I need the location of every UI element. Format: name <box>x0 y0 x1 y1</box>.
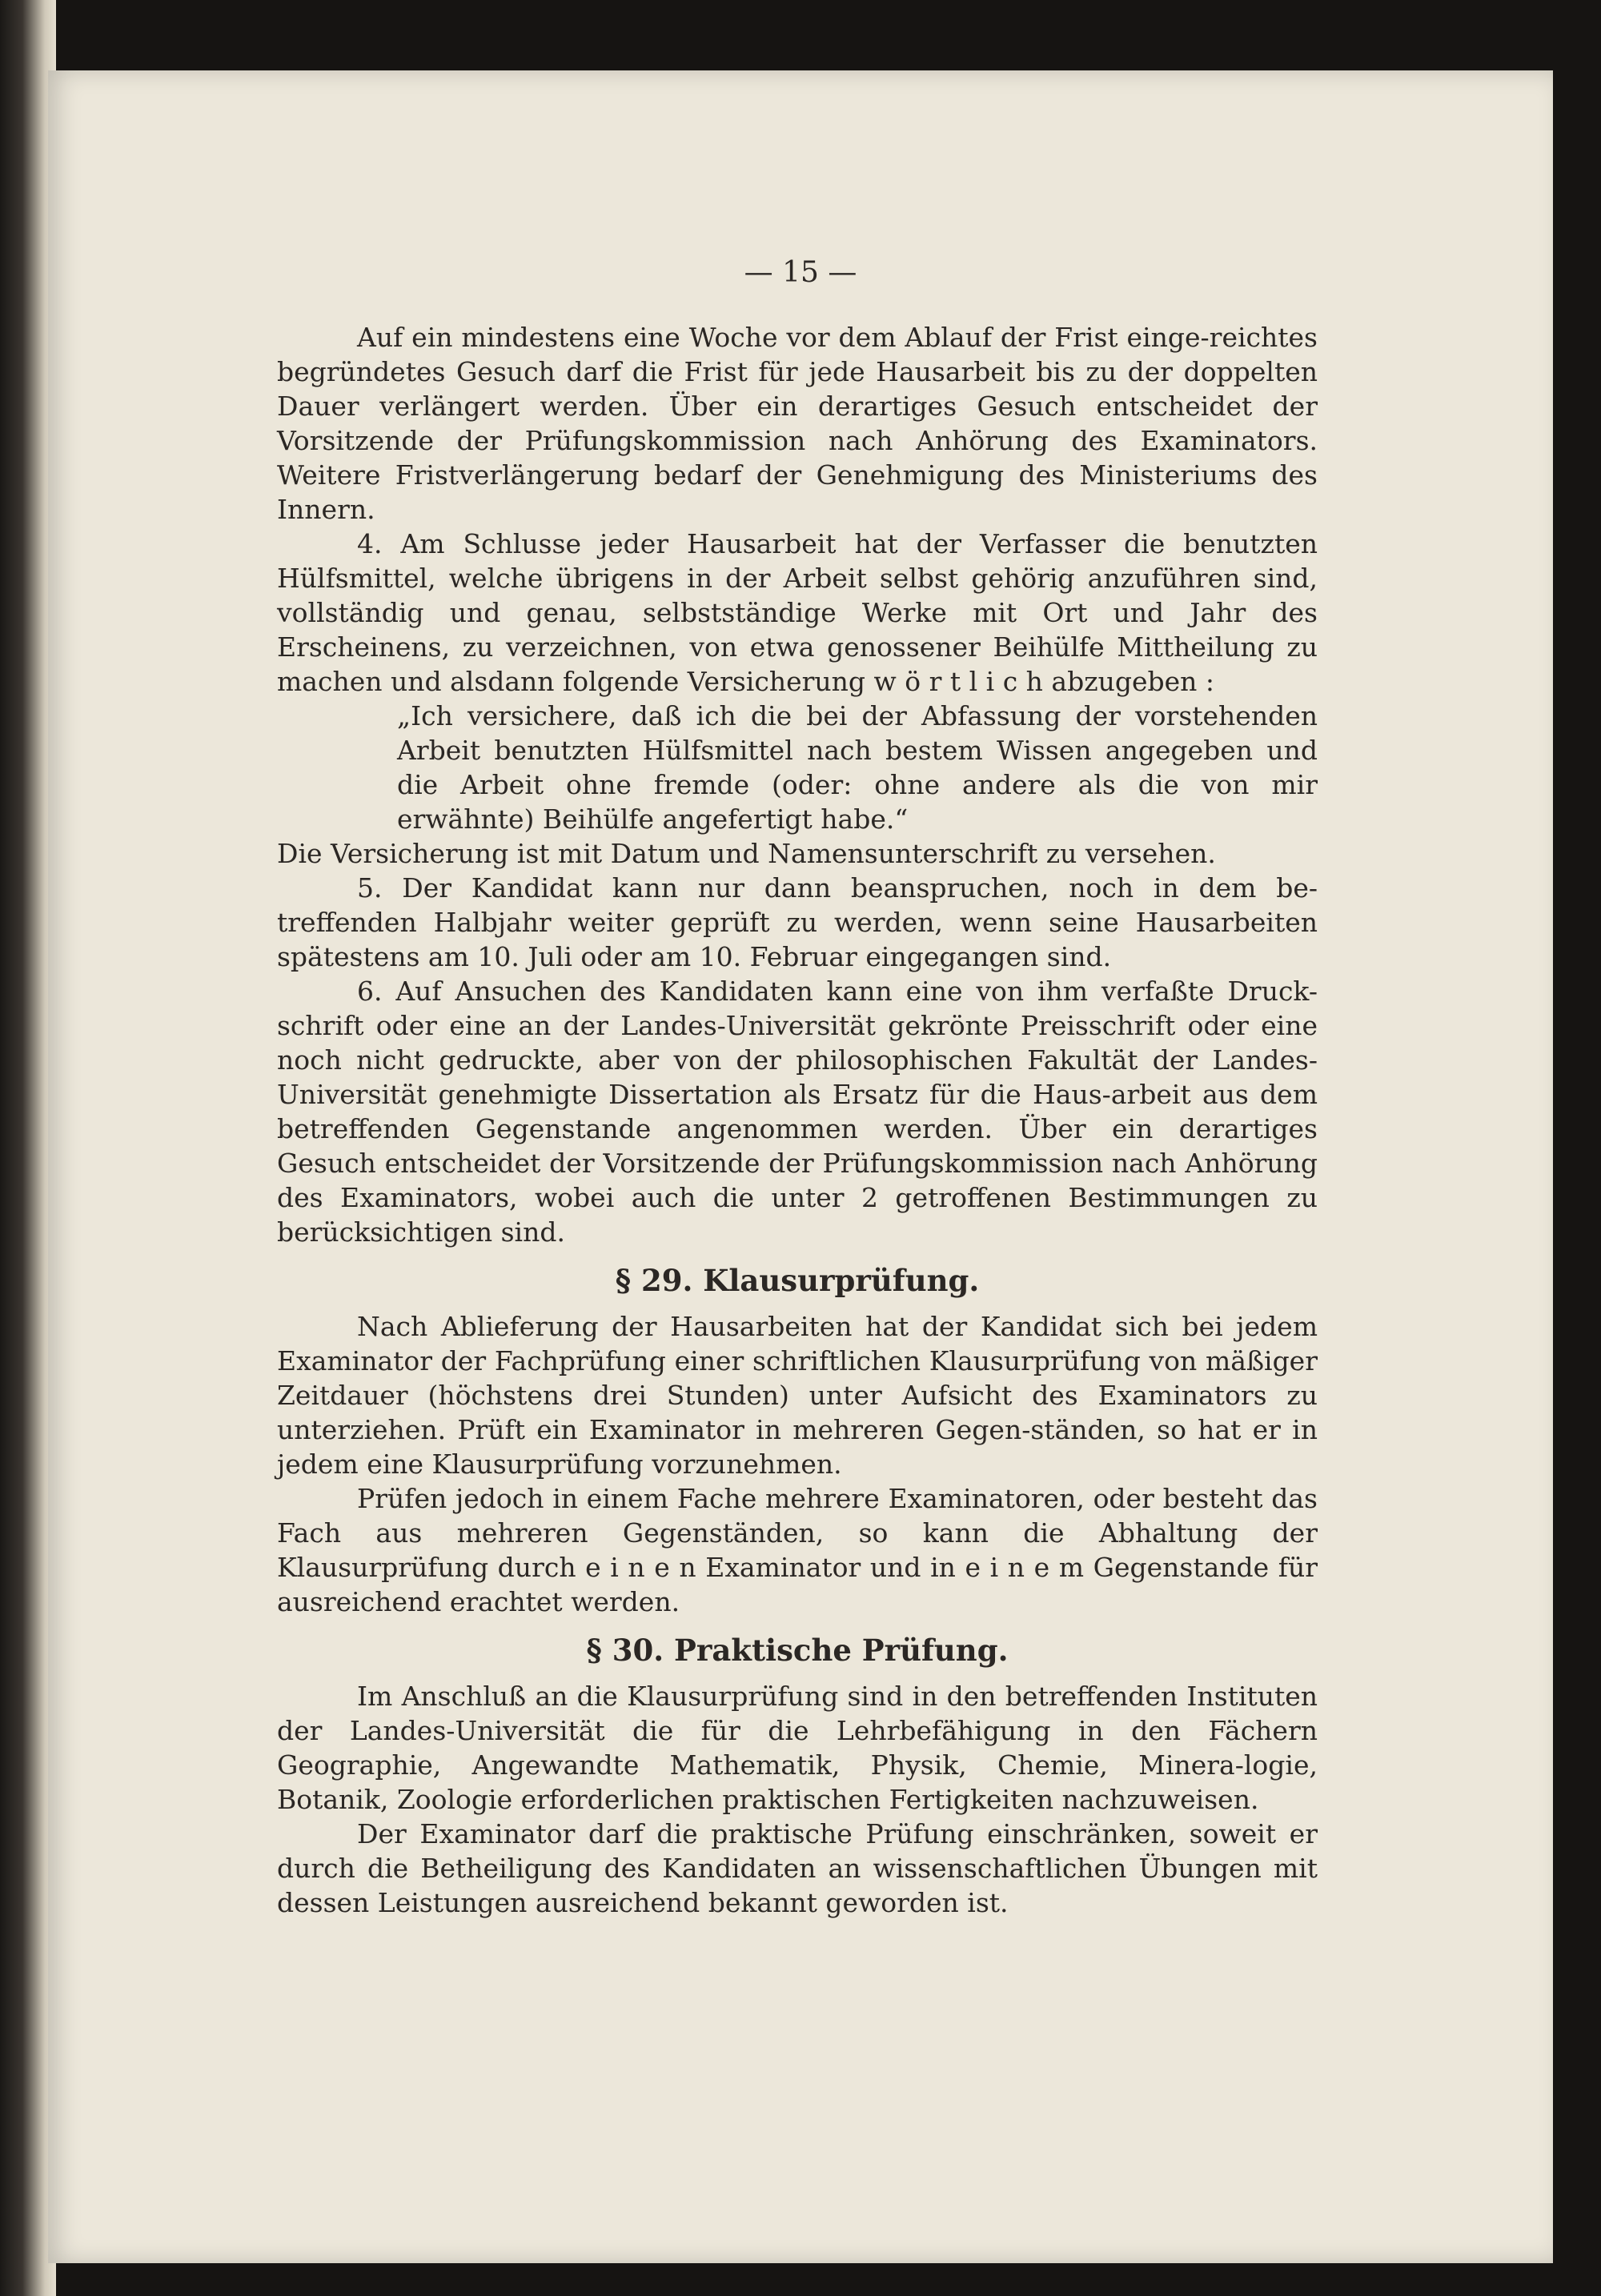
paragraph-5: 5. Der Kandidat kann nur dann beanspruchen, noch in dem be-treffenden Halbjahr weiter geprüft zu werden, wenn seine Hausarbeiten spätestens am 10. Juli oder am 10. Februar eingegangen sind. <box>277 872 1318 972</box>
paragraph-4: 4. Am Schlusse jeder Hausarbeit hat der Verfasser die benutzten Hülfsmittel, welche übrigens in der Arbeit selbst gehörig anzuführen sind, vollständig und genau, selbstständige Werke mit Ort und Jahr des Erscheinens, zu verzeichnen, von etwa genossener Beihülfe Mittheilung zu machen und alsdann folgende Versicherung w ö r t l i c h abzugeben : <box>277 528 1318 697</box>
book-page <box>48 70 1553 2263</box>
section-29-paragraph-2: Prüfen jedoch in einem Fache mehrere Examinatoren, oder besteht das Fach aus mehreren Gegenständen, so kann die Abhaltung der Klausurprüfung durch e i n e n Examinator und in e i n e m Gegenstande für ausreichend erachtet werden. <box>277 1483 1318 1617</box>
section-30-paragraph-1: Im Anschluß an die Klausurprüfung sind in den betreffenden Instituten der Landes-Universität die für die Lehrbefähigung in den Fächern Geographie, Angewandte Mathematik, Physik, Chemie, Minera-logie, Botanik, Zoologie erforderlichen praktischen Fertigkeiten nachzuweisen. <box>277 1681 1318 1815</box>
section-29-heading: § 29. Klausurprüfung. <box>615 1263 980 1298</box>
declaration-quote: „Ich versichere, daß ich die bei der Abfassung der vorstehenden Arbeit benutzten Hülfsmittel nach bestem Wissen angegeben und die Arbeit ohne fremde (oder: ohne andere als die von mir erwähnte) Beihülfe angefertigt habe.“ <box>397 700 1318 835</box>
section-29-paragraph-1: Nach Ablieferung der Hausarbeiten hat der Kandidat sich bei jedem Examinator der Fachprüfung einer schriftlichen Klausurprüfung von mäßiger Zeitdauer (höchstens drei Stunden) unter Aufsicht des Examinators zu unterziehen. Prüft ein Examinator in mehreren Gegen-ständen, so hat er in jedem eine Klausurprüfung vorzunehmen. <box>277 1311 1318 1480</box>
section-30-paragraph-2: Der Examinator darf die praktische Prüfung einschränken, soweit er durch die Betheiligung des Kandidaten an wissenschaftlichen Übungen mit dessen Leistungen ausreichend bekannt geworden ist. <box>277 1818 1318 1918</box>
paragraph-extension-request: Auf ein mindestens eine Woche vor dem Ablauf der Frist einge-reichtes begründetes Gesuch darf die Frist für jede Hausarbeit bis zu der doppelten Dauer verlängert werden. Über ein derartiges Gesuch entscheidet der Vorsitzende der Prüfungskommission nach Anhörung des Examinators. Weitere Fristverlängerung bedarf der Genehmigung des Ministeriums des Innern. <box>277 322 1318 525</box>
page-body <box>277 320 1318 1920</box>
section-30-heading: § 30. Praktische Prüfung. <box>586 1633 1009 1668</box>
paragraph-signature-note: Die Versicherung ist mit Datum und Namensunterschrift zu versehen. <box>277 838 1216 869</box>
page-number: — 15 — <box>744 256 857 289</box>
paragraph-6: 6. Auf Ansuchen des Kandidaten kann eine von ihm verfaßte Druck-schrift oder eine an der Landes-Universität gekrönte Preisschrift oder eine noch nicht gedruckte, aber von der philosophischen Fakultät der Landes-Universität genehmigte Dissertation als Ersatz für die Haus-arbeit aus dem betreffenden Gegenstande angenommen werden. Über ein derartiges Gesuch entscheidet der Vorsitzende der Prüfungskommission nach Anhörung des Examinators, wobei auch die unter 2 getroffenen Bestimmungen zu berücksichtigen sind. <box>277 976 1318 1248</box>
